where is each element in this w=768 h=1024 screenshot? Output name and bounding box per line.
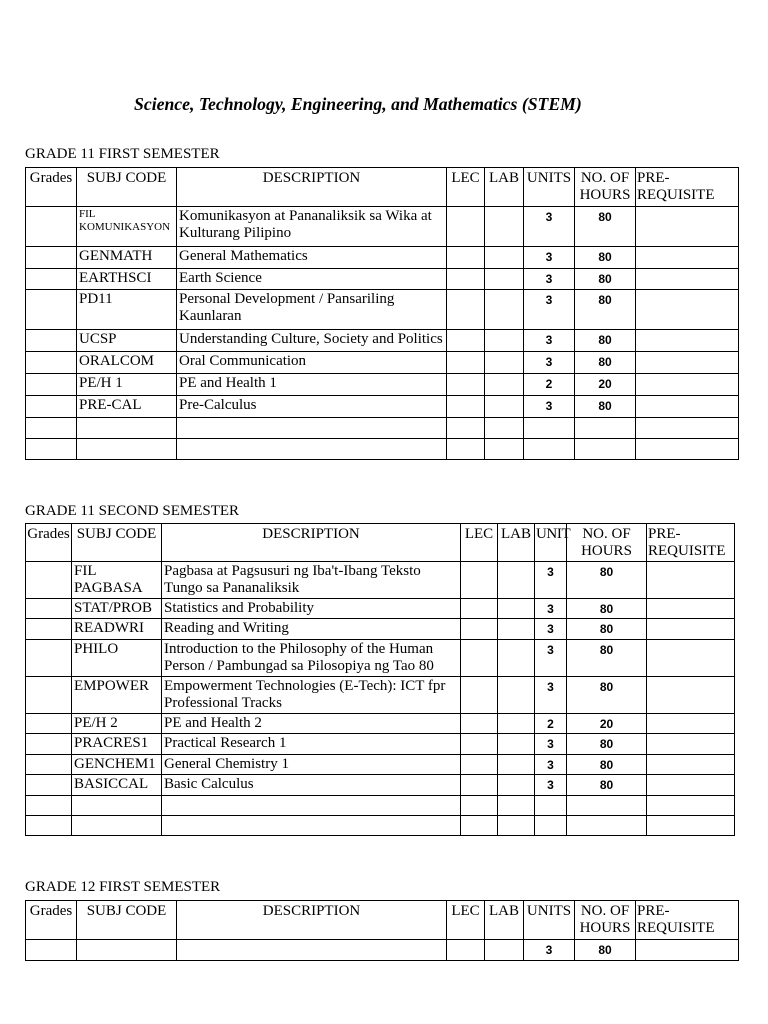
cell-description: Basic Calculus <box>162 775 461 796</box>
cell-grades <box>26 755 72 775</box>
column-header-lec: LEC <box>461 524 498 562</box>
cell-units <box>535 816 567 836</box>
cell-prerequisite <box>647 775 735 796</box>
table-row <box>26 714 735 734</box>
cell-subj-code: EMPOWER <box>72 677 162 714</box>
cell-grades <box>26 599 72 619</box>
cell-grades <box>26 775 72 796</box>
cell-grades <box>26 562 72 599</box>
cell-grades <box>26 290 77 330</box>
section-heading: GRADE 11 FIRST SEMESTER <box>25 146 220 162</box>
table-row <box>26 940 739 961</box>
course-table <box>25 167 739 460</box>
cell-description <box>162 796 461 816</box>
cell-units: 3 <box>524 290 575 330</box>
cell-hours: 80 <box>575 269 636 290</box>
column-header-subj-code: SUBJ CODE <box>77 901 177 940</box>
cell-lab <box>498 599 535 619</box>
cell-grades <box>26 247 77 269</box>
cell-lec <box>447 374 485 396</box>
table-header-row <box>26 524 735 562</box>
cell-lec <box>461 734 498 755</box>
table-row <box>26 207 739 247</box>
cell-prerequisite <box>636 439 739 460</box>
cell-subj-code: BASICCAL <box>72 775 162 796</box>
table-row <box>26 439 739 460</box>
column-header-prerequisite: PRE-REQUISITE <box>636 901 739 940</box>
table-row <box>26 330 739 352</box>
column-header-hours: NO. OF HOURS <box>567 524 647 562</box>
cell-subj-code: PRACRES1 <box>72 734 162 755</box>
table-row <box>26 352 739 374</box>
cell-subj-code: READWRI <box>72 619 162 640</box>
cell-lec <box>461 599 498 619</box>
section-heading: GRADE 11 SECOND SEMESTER <box>25 503 240 519</box>
cell-description <box>177 940 447 961</box>
cell-grades <box>26 439 77 460</box>
table-row <box>26 374 739 396</box>
column-header-description: DESCRIPTION <box>177 168 447 207</box>
cell-grades <box>26 269 77 290</box>
cell-hours: 80 <box>575 207 636 247</box>
cell-lab <box>498 714 535 734</box>
cell-prerequisite <box>647 562 735 599</box>
column-header-description: DESCRIPTION <box>177 901 447 940</box>
cell-subj-code <box>77 940 177 961</box>
cell-description: Empowerment Technologies (E-Tech): ICT fpr Professional Tracks <box>162 677 461 714</box>
cell-hours: 20 <box>575 374 636 396</box>
cell-description: PE and Health 1 <box>177 374 447 396</box>
cell-hours: 80 <box>575 247 636 269</box>
cell-units: 3 <box>535 755 567 775</box>
column-header-lec: LEC <box>447 901 485 940</box>
cell-grades <box>26 330 77 352</box>
table-row <box>26 269 739 290</box>
cell-hours: 80 <box>567 619 647 640</box>
column-header-lab: LAB <box>485 168 524 207</box>
cell-prerequisite <box>636 247 739 269</box>
cell-grades <box>26 207 77 247</box>
cell-hours: 80 <box>567 677 647 714</box>
cell-units: 3 <box>524 940 575 961</box>
cell-description: Statistics and Probability <box>162 599 461 619</box>
table-row <box>26 677 735 714</box>
column-header-grades: Grades <box>26 901 77 940</box>
cell-lec <box>461 755 498 775</box>
cell-description: General Chemistry 1 <box>162 755 461 775</box>
cell-units: 2 <box>524 374 575 396</box>
column-header-prerequisite: PRE-REQUISITE <box>636 168 739 207</box>
cell-lec <box>447 439 485 460</box>
cell-subj-code: PD11 <box>77 290 177 330</box>
cell-hours: 80 <box>575 330 636 352</box>
cell-lab <box>485 439 524 460</box>
cell-subj-code: FIL PAGBASA <box>72 562 162 599</box>
cell-description: Understanding Culture, Society and Politics <box>177 330 447 352</box>
cell-subj-code: GENCHEM1 <box>72 755 162 775</box>
cell-grades <box>26 374 77 396</box>
cell-hours: 80 <box>567 734 647 755</box>
cell-grades <box>26 816 72 836</box>
cell-subj-code: PE/H 2 <box>72 714 162 734</box>
cell-lab <box>498 677 535 714</box>
cell-subj-code <box>72 796 162 816</box>
cell-lec <box>461 619 498 640</box>
cell-grades <box>26 352 77 374</box>
column-header-subj-code: SUBJ CODE <box>77 168 177 207</box>
cell-hours: 80 <box>567 562 647 599</box>
cell-description: Reading and Writing <box>162 619 461 640</box>
cell-prerequisite <box>647 640 735 677</box>
cell-lec <box>447 247 485 269</box>
course-table <box>25 523 735 836</box>
cell-hours: 20 <box>567 714 647 734</box>
cell-units: 3 <box>535 640 567 677</box>
cell-hours: 80 <box>567 599 647 619</box>
cell-lec <box>447 207 485 247</box>
cell-lab <box>485 290 524 330</box>
cell-lab <box>498 755 535 775</box>
cell-grades <box>26 396 77 418</box>
cell-description <box>162 816 461 836</box>
cell-units: 3 <box>535 599 567 619</box>
cell-units: 3 <box>535 775 567 796</box>
cell-lab <box>498 775 535 796</box>
cell-subj-code: FIL KOMUNIKASYON <box>77 207 177 247</box>
column-header-hours: NO. OF HOURS <box>575 901 636 940</box>
cell-lec <box>461 714 498 734</box>
cell-units: 2 <box>535 714 567 734</box>
column-header-lab: LAB <box>498 524 535 562</box>
cell-lab <box>485 352 524 374</box>
cell-prerequisite <box>647 755 735 775</box>
cell-hours: 80 <box>575 940 636 961</box>
cell-units: 3 <box>535 734 567 755</box>
cell-prerequisite <box>636 374 739 396</box>
cell-lec <box>447 269 485 290</box>
cell-hours: 80 <box>575 290 636 330</box>
course-table <box>25 900 739 961</box>
cell-lec <box>461 816 498 836</box>
cell-units: 3 <box>535 562 567 599</box>
column-header-prerequisite: PRE-REQUISITE <box>647 524 735 562</box>
cell-grades <box>26 734 72 755</box>
table-header-row <box>26 168 739 207</box>
cell-lec <box>447 396 485 418</box>
cell-units: 3 <box>524 330 575 352</box>
cell-grades <box>26 418 77 439</box>
cell-lab <box>485 418 524 439</box>
cell-prerequisite <box>636 330 739 352</box>
cell-description <box>177 439 447 460</box>
cell-subj-code: UCSP <box>77 330 177 352</box>
cell-units: 3 <box>535 677 567 714</box>
cell-description: Introduction to the Philosophy of the Human Person / Pambungad sa Pilosopiya ng Tao 80 <box>162 640 461 677</box>
cell-description: PE and Health 2 <box>162 714 461 734</box>
cell-description: Personal Development / Pansariling Kaunlaran <box>177 290 447 330</box>
cell-prerequisite <box>636 418 739 439</box>
cell-prerequisite <box>636 207 739 247</box>
column-header-subj-code: SUBJ CODE <box>72 524 162 562</box>
cell-hours <box>575 418 636 439</box>
cell-prerequisite <box>636 396 739 418</box>
column-header-units: UNIT <box>535 524 567 562</box>
cell-lab <box>485 269 524 290</box>
cell-units <box>524 439 575 460</box>
cell-subj-code <box>77 439 177 460</box>
cell-subj-code: EARTHSCI <box>77 269 177 290</box>
page-title: Science, Technology, Engineering, and Mathematics (STEM) <box>134 94 582 114</box>
cell-lab <box>485 330 524 352</box>
column-header-grades: Grades <box>26 524 72 562</box>
cell-prerequisite <box>647 677 735 714</box>
column-header-hours: NO. OF HOURS <box>575 168 636 207</box>
cell-prerequisite <box>647 816 735 836</box>
cell-subj-code: ORALCOM <box>77 352 177 374</box>
cell-lab <box>498 796 535 816</box>
cell-prerequisite <box>647 714 735 734</box>
table-row <box>26 734 735 755</box>
cell-prerequisite <box>647 619 735 640</box>
cell-lab <box>498 562 535 599</box>
cell-lab <box>498 816 535 836</box>
table-row <box>26 619 735 640</box>
table-header-row <box>26 901 739 940</box>
cell-lab <box>485 207 524 247</box>
cell-subj-code: PRE-CAL <box>77 396 177 418</box>
table-row <box>26 418 739 439</box>
cell-hours <box>567 796 647 816</box>
cell-description: Earth Science <box>177 269 447 290</box>
table-row <box>26 640 735 677</box>
cell-lab <box>498 734 535 755</box>
cell-lab <box>485 374 524 396</box>
cell-prerequisite <box>636 352 739 374</box>
cell-subj-code: STAT/PROB <box>72 599 162 619</box>
cell-lab <box>485 940 524 961</box>
cell-prerequisite <box>647 796 735 816</box>
table-row <box>26 816 735 836</box>
cell-prerequisite <box>636 269 739 290</box>
cell-hours <box>567 816 647 836</box>
cell-lec <box>447 290 485 330</box>
table-row <box>26 562 735 599</box>
cell-lab <box>485 247 524 269</box>
cell-prerequisite <box>636 940 739 961</box>
table-row <box>26 775 735 796</box>
table-row <box>26 599 735 619</box>
cell-description: Pagbasa at Pagsusuri ng Iba't-Ibang Teksto Tungo sa Pananaliksik <box>162 562 461 599</box>
cell-units: 3 <box>524 207 575 247</box>
column-header-description: DESCRIPTION <box>162 524 461 562</box>
table-row <box>26 290 739 330</box>
cell-hours: 80 <box>575 396 636 418</box>
column-header-units: UNITS <box>524 901 575 940</box>
cell-hours <box>575 439 636 460</box>
cell-units: 3 <box>524 247 575 269</box>
cell-subj-code: GENMATH <box>77 247 177 269</box>
cell-units: 3 <box>535 619 567 640</box>
cell-units: 3 <box>524 269 575 290</box>
cell-grades <box>26 677 72 714</box>
cell-description: General Mathematics <box>177 247 447 269</box>
cell-units <box>535 796 567 816</box>
cell-grades <box>26 619 72 640</box>
cell-grades <box>26 940 77 961</box>
cell-lab <box>485 396 524 418</box>
cell-prerequisite <box>636 290 739 330</box>
cell-hours: 80 <box>567 755 647 775</box>
table-row <box>26 796 735 816</box>
cell-lec <box>461 562 498 599</box>
cell-hours: 80 <box>575 352 636 374</box>
cell-lec <box>447 352 485 374</box>
cell-subj-code: PHILO <box>72 640 162 677</box>
table-row <box>26 247 739 269</box>
cell-lec <box>461 796 498 816</box>
cell-units: 3 <box>524 396 575 418</box>
cell-lec <box>447 418 485 439</box>
cell-description: Practical Research 1 <box>162 734 461 755</box>
cell-lec <box>447 940 485 961</box>
cell-description: Oral Communication <box>177 352 447 374</box>
cell-prerequisite <box>647 734 735 755</box>
cell-lab <box>498 619 535 640</box>
cell-description: Komunikasyon at Pananaliksik sa Wika at Kulturang Pilipino <box>177 207 447 247</box>
cell-description <box>177 418 447 439</box>
section-heading: GRADE 12 FIRST SEMESTER <box>25 879 221 895</box>
cell-lec <box>461 677 498 714</box>
column-header-units: UNITS <box>524 168 575 207</box>
cell-lec <box>447 330 485 352</box>
cell-lec <box>461 775 498 796</box>
cell-grades <box>26 640 72 677</box>
table-row <box>26 396 739 418</box>
cell-subj-code <box>72 816 162 836</box>
cell-grades <box>26 714 72 734</box>
cell-grades <box>26 796 72 816</box>
cell-subj-code <box>77 418 177 439</box>
cell-hours: 80 <box>567 775 647 796</box>
column-header-lab: LAB <box>485 901 524 940</box>
column-header-lec: LEC <box>447 168 485 207</box>
cell-prerequisite <box>647 599 735 619</box>
cell-hours: 80 <box>567 640 647 677</box>
cell-description: Pre-Calculus <box>177 396 447 418</box>
cell-lec <box>461 640 498 677</box>
cell-units <box>524 418 575 439</box>
column-header-grades: Grades <box>26 168 77 207</box>
cell-units: 3 <box>524 352 575 374</box>
table-row <box>26 755 735 775</box>
cell-lab <box>498 640 535 677</box>
cell-subj-code: PE/H 1 <box>77 374 177 396</box>
